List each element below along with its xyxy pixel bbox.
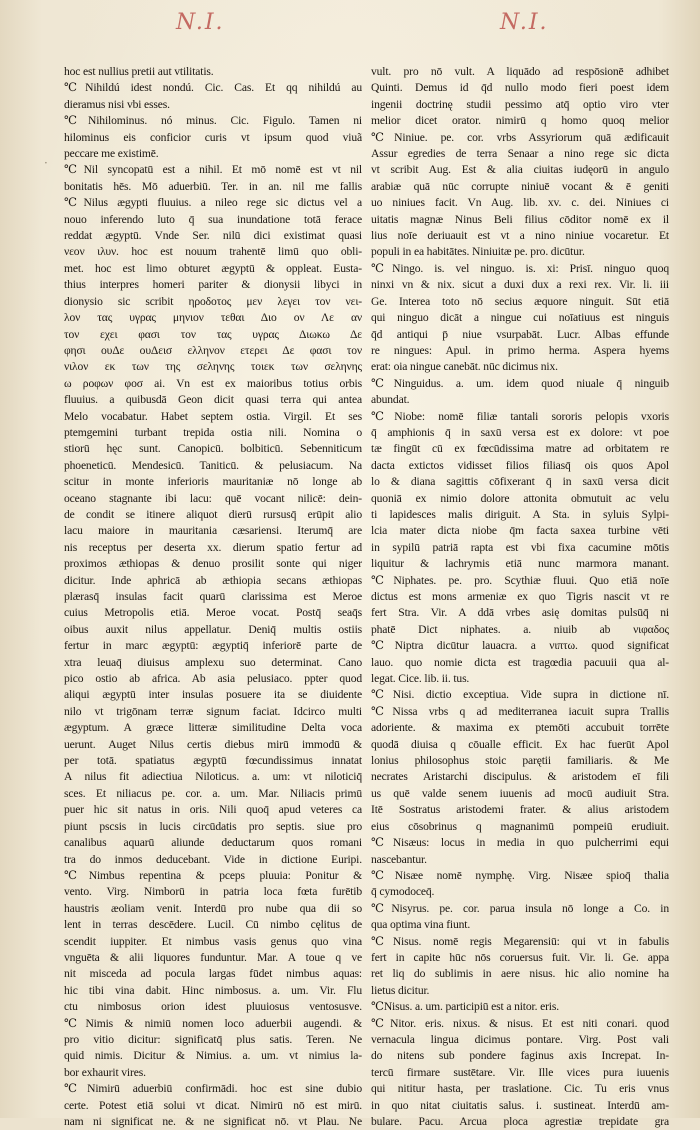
- text-line: per totā. spatiatus ægyptū fœcundissimus innatat: [64, 754, 362, 768]
- text-line: lcia mater dicta niobe q̄m facta saxea turbine vēti: [371, 524, 669, 538]
- text-line: ℃Nisus. nomē regis Megarensiū: qui vt in fabulis: [371, 934, 669, 948]
- text-line: lo & diana sagittis cōfixerant q̄ in saxū versa dicit: [371, 475, 669, 489]
- text-line: ℃Nil syncopatū est a nihil. Et mō nomē est vt nil: [64, 163, 362, 177]
- text-line: ℃Nissa vrbs q ad mediterranea iacuit supra Trallis: [371, 704, 669, 718]
- text-line: liquitur & lachrymis etiā nunc marmora manant.: [371, 557, 669, 571]
- text-line: q̄d antiqui p̄ niue vsurpabāt. Lucr. Albas effunde: [371, 327, 669, 341]
- text-line: in quo nitat ciuitatis salus. i. sustineat. Interdū am-: [371, 1098, 669, 1112]
- text-line: ω ροφων φοσ ai. Vn est ex maioribus totius orbis: [64, 376, 362, 390]
- text-line: eius cōsobrinus q magnanimū pompeiū erudiuit.: [371, 819, 669, 833]
- text-line: νιλον εκ των της σεληνης τοιεκ των σεληνης: [64, 360, 362, 374]
- text-line: ti lapidesces malis diriguit. A Sta. in syluis Sylpi-: [371, 507, 669, 521]
- text-line: in sypilū patriā rapta est vbi fixa cacumine mōtis: [371, 540, 669, 554]
- text-line: vult. pro nō vult. A liquādo ad respōsionē adhibet: [371, 65, 669, 78]
- text-line: us quē valde senem iuuenis ad mocū audiuit Stra.: [371, 786, 669, 800]
- left-text-column: [64, 64, 362, 1130]
- text-line: hic tibi vina dabit. Hinc nimbosus. a. um. Vir. Flu: [64, 983, 362, 997]
- text-line: ℃Ninguidus. a. um. idem quod niuale q̄ ninguib: [371, 376, 669, 390]
- text-line: ægyptum. A græce litteræ similitudine Delta voca: [64, 721, 362, 735]
- text-line: pico ostio ab africa. Ab asia pelusiaco. ppter quod: [64, 672, 362, 686]
- text-line: ℃Nimis & nimiū nomen loco aduerbii augendi. &: [64, 1016, 362, 1030]
- text-line: ℃Nisæe nomē nymphę. Virg. Nisæe spioq̄ thalia: [371, 868, 669, 882]
- text-line: ℃Niphates. pe. pro. Scythiæ fluui. Quo etiā noīe: [371, 573, 669, 587]
- text-line: quoniā ex nimio dolore attonita obmutuit ac velu: [371, 491, 669, 505]
- text-line: uitatis magnæ Ninus Beli filius cōditor nomē ex il: [371, 212, 669, 226]
- folio-right: N.I.: [500, 10, 549, 35]
- text-line: ℃Nisus. a. um. participiū est a nitor. eris.: [371, 1000, 559, 1014]
- text-line: nascebantur.: [371, 852, 427, 866]
- text-line: bonitatis hēs. Mō aduerbiū. Ter. in an. nil me fallis: [64, 179, 362, 193]
- text-line: ptemgemini turbant trepida ostia nili. Nomina o: [64, 425, 362, 439]
- text-line: ret liq do sublimis in aere nisus. hic alio nomine ha: [371, 967, 669, 981]
- text-line: fert Stra. Vir. A ddā vrbes asię domitas pulsūq̄ ni: [371, 606, 669, 620]
- folio-left: N.I.: [176, 10, 225, 35]
- text-line: φησι ουΔε ουΔεισ ελληνον ετερει Δε φασι τον: [64, 343, 362, 357]
- text-line: plærasq̄ insulas facit quarū clarissima est Meroe: [64, 590, 362, 603]
- text-line: fluuius. a quibusdā Geon dicit quasi terra qui antea: [64, 393, 362, 407]
- text-line: re ningues: Apul. in primo herma. Aspera hyems: [371, 343, 669, 357]
- text-line: Itē Sostratus aristodemi frater. & alius aristodem: [371, 803, 669, 817]
- text-line: nit misceda ad pocula largas fūdet nimbus aquas:: [64, 967, 362, 981]
- text-line: erat: oia ningue canebāt. nūc dicimus nix.: [371, 360, 558, 374]
- text-line: dionysio sic scribit ηροδοτος μεν λεγει τον νει-: [64, 294, 362, 308]
- text-line: qua optima vina fiunt.: [371, 918, 471, 932]
- text-line: lent in terras descēdere. Lucil. Cū nimbo cęlitus de: [64, 918, 362, 932]
- text-line: cuius Metropolis etiā. Meroe vocat. Postq̄ seaq̄s: [64, 606, 362, 620]
- text-line: nis receptus per deserta xx. dierum spatio fertur ad: [64, 540, 362, 554]
- text-line: stiorū hęc sunt. Canopicū. bolbiticū. Sebenniticum: [64, 442, 362, 456]
- text-line: qui ninguo dicāt a ningue cui noīatiuus est ninguis: [371, 311, 669, 325]
- text-line: ℃Niniue. pe. cor. vrbs Assyriorum quā ædificauit: [371, 130, 669, 144]
- text-line: puer hic sit natus in oris. Nili quoq̄ apud veteres ca: [64, 803, 362, 817]
- text-line: vnguēta & alii liquores funduntur. Mar. A toue q ve: [64, 950, 362, 964]
- text-line: ℃Nisyrus. pe. cor. parua insula nō longe a Co. in: [371, 901, 669, 915]
- text-line: quodā diuisa q cōualle efficit. Ex hac fuerūt Apol: [371, 737, 669, 751]
- text-line: legat. Cice. lib. ii. tus.: [371, 672, 470, 686]
- text-line: scitur in monte inferioris mauritaniæ nō longe ab: [64, 475, 362, 489]
- margin-mark: ·: [44, 156, 48, 170]
- text-line: ℃Niobe: nomē filiæ tantali sororis pelopis vxoris: [371, 409, 669, 423]
- text-line: ℃Nitor. eris. nixus. & nisus. Et est niti conari. quod: [371, 1016, 669, 1030]
- text-line: bor exhaurit vires.: [64, 1065, 146, 1079]
- text-line: νεον ιλυν. hoc est nouum trahentē limū quo obli-: [64, 245, 362, 259]
- text-line: hoc est nullius pretii aut vtilitatis.: [64, 65, 214, 78]
- text-line: tra do inmos deducebant. Vide in dictione Euripi.: [64, 852, 362, 866]
- text-line: vento. Virg. Nimborū in patria loca fœta furētib: [64, 885, 362, 899]
- text-line: scendit iuppiter. Et nimbus vasis genus quo vina: [64, 934, 362, 948]
- text-line: dieramus nisi vbi esses.: [64, 97, 170, 111]
- text-line: dicitur. Inde aphricā ab æthiopia secans æthiopas: [64, 573, 362, 587]
- text-line: tæ fingūt cū ex fœcūdissima matre ad orbitatem re: [371, 442, 669, 456]
- text-line: A nilus fit adiectiua Niloticus. a. um: vt niloticiq̄: [64, 770, 362, 784]
- text-line: ℃Nilus ægypti fluuius. a nileo rege sic dictus vel a: [64, 196, 362, 210]
- text-line: Quinti. Demus id q̄d nullo modo fieri poest idem: [371, 81, 669, 95]
- text-line: lius noīe deriuauit est vt a nino niniue vocaretur. Et: [371, 229, 669, 243]
- text-line: qui nititur hasta, per traslatione. Cic. Tu eris vnus: [371, 1082, 669, 1096]
- text-line: τον εχει φασι τον τας υγρας Διωκω Δε: [64, 327, 362, 341]
- text-line: ctu nimbosus orion idest pluuiosus ventosusve.: [64, 1000, 362, 1014]
- text-line: piunt pscsis in lucis circūdatis pro septis. siue pro: [64, 819, 362, 833]
- text-line: oibus auxit nilus appellatur. Deniq̄ multis ostiis: [64, 622, 362, 636]
- text-line: ℃Niptra dicūtur lauacra. a νιπτω. quod significat: [371, 639, 669, 653]
- text-line: λον τας υγρας μηνιον τεθαι Διο ον Λε αν: [64, 311, 362, 325]
- text-line: q̄ amphionis q̄ in saxū versa est ex dolore: vt poe: [371, 425, 669, 439]
- text-line: ℃Nisi. dictio exceptiua. Vide supra in dictione nī.: [371, 688, 669, 702]
- text-line: necrates Aristarchi discipulus. & aristodem eī fili: [371, 770, 669, 784]
- text-line: lacu maiore in mauritania cæsariensi. Iterumq̄ are: [64, 524, 362, 538]
- text-line: met. hoc est limo obturet ægyptū & oppleat. Eusta-: [64, 261, 362, 275]
- text-line: xtra leuaq̄ diuisus amplexu suo determinat. Cano: [64, 655, 362, 669]
- text-line: bulare. Pacu. Arcua ploca agrestiæ trepidate gra: [371, 1115, 669, 1128]
- text-line: ℃Nihildú idest nondú. Cic. Cas. Et qq nihildú au: [64, 81, 362, 95]
- text-line: abundat.: [371, 393, 410, 407]
- text-line: Ge. Interea toto nō secius æquore ninguit. Sūt etiā: [371, 294, 669, 308]
- text-line: Melo vocabatur. Habet septem ostia. Virgil. Et ses: [64, 409, 362, 423]
- text-line: ℃Nisæus: locus in media in quo pulcherrimi equi: [371, 836, 669, 850]
- text-line: dacta extictos vidisset filios filiasq̄ ois quos Apol: [371, 458, 669, 472]
- text-line: ℃Nimbus repentina & pceps pluuia: Ponitur &: [64, 868, 362, 882]
- text-line: do nitens sub pondere faginus axis Increpat. In-: [371, 1049, 669, 1063]
- text-line: ninxi vn & nix. sicut a duxi dux a rexi rex. Vir. li. iii: [371, 278, 669, 292]
- text-line: dictus est mons armeniæ ex quo Tigris nascit vt re: [371, 590, 669, 603]
- text-line: uo niniues facit. Vn Aug. lib. xv. c. dei. Niniues ci: [371, 196, 669, 210]
- text-line: aliqui ægyptū inter insulas posuere ita se diuidente: [64, 688, 362, 702]
- text-line: pro vitio dicitur: significatq̄ plus satis. Teren. Ne: [64, 1032, 362, 1046]
- text-line: sces. Et niliacus pe. cor. a. um. Mar. Niliacis primū: [64, 786, 362, 800]
- text-line: Assur egredies de terra Senaar a nino rege sic dicta: [371, 147, 669, 161]
- text-line: ℃Nimirū aduerbiū confirmādi. hoc est sine dubio: [64, 1082, 362, 1096]
- text-line: certe. Potest etiā solui vt dicat. Nimirū nō est mirū.: [64, 1098, 362, 1112]
- text-line: nouo inferendo luto q̄ sua inundatione totā ferace: [64, 212, 362, 226]
- text-line: hilominus eis conficior curis vt ipsum quod viuã: [64, 130, 362, 144]
- text-line: tercū firmare sustētare. Vir. Ille vices pura iuuenis: [371, 1065, 669, 1079]
- text-line: phatē Dict niphates. a. niuib ab νιφαδος: [371, 622, 669, 636]
- text-line: fert in capite hūc nōs coruersus fuit. Vir. li. Ge. appa: [371, 950, 669, 964]
- text-line: canalibus aquarū aliunde deductarum quos romani: [64, 836, 362, 850]
- text-line: quid nimis. Dicitur & Nimius. a. um. vt nimius la-: [64, 1049, 362, 1063]
- text-line: ingenii doctrinę studii pessimo atq̄ optio viro vter: [371, 97, 669, 111]
- text-line: lietus dicitur.: [371, 983, 430, 997]
- text-line: nilo vt trigōnam terræ signum faciat. Idcirco multi: [64, 704, 362, 718]
- text-line: vt scribit Aug. Est & alia ciuitas iudęorū in angulo: [371, 163, 669, 177]
- text-line: ℃Nihilominus. nó minus. Cic. Figulo. Tamen ni: [64, 114, 362, 128]
- text-line: nam ni significat ne. & ne significat nō. vt Plau. Ne: [64, 1115, 362, 1128]
- text-line: adoriente. & maxima ex ptemōti accubuit torrēte: [371, 721, 669, 735]
- text-line: haustris æoliam venit. Interdū pro nube qua dii so: [64, 901, 362, 915]
- right-text-column: [371, 64, 669, 1130]
- text-line: uerunt. Auget Nilus certis diebus mirū immodū &: [64, 737, 362, 751]
- text-line: ℃Ningo. is. vel ninguo. is. xi: Prisī. ninguo quoq: [371, 261, 669, 275]
- text-line: peccare me existimē.: [64, 147, 159, 161]
- text-line: melior dicet orator. nimirū q homo quoq melior: [371, 114, 669, 128]
- text-line: phoeneticū. Mendesicū. Taniticū. & pelusiacum. Na: [64, 458, 362, 472]
- text-line: thius interpres homeri pariter & dionysii libyci in: [64, 278, 362, 292]
- text-line: fertur in marc ægyptū: ægyptiq̄ inferiorē parte de: [64, 639, 362, 653]
- text-line: lonius philosophus stoic parętii familiaris. & Me: [371, 754, 669, 768]
- text-line: de condit se itinere aliquot dierū rursusq̄ erūpit alio: [64, 507, 362, 521]
- text-line: vernacula lingua dicimus pontare. Virg. Post vali: [371, 1032, 669, 1046]
- text-line: lauo. quo nomie dicta est tragœdia pacuuii qua al-: [371, 655, 669, 669]
- text-line: q̄ cymodoceq̄.: [371, 885, 435, 899]
- text-line: populi in ea habitātes. Niniuitæ pe. pro. dicūtur.: [371, 245, 585, 259]
- text-line: proximos æthiopas & denuo prosilit sonte qui niger: [64, 557, 362, 571]
- text-line: arabiæ quā nūc corrupte niniuē vocant & ē geniti: [371, 179, 669, 193]
- text-line: oceano stagnante ibi lacu: quē vocant nilicē: dein-: [64, 491, 362, 505]
- text-line: reddat ægyptū. Vnde Ser. nilū dici existimat quasi: [64, 229, 362, 243]
